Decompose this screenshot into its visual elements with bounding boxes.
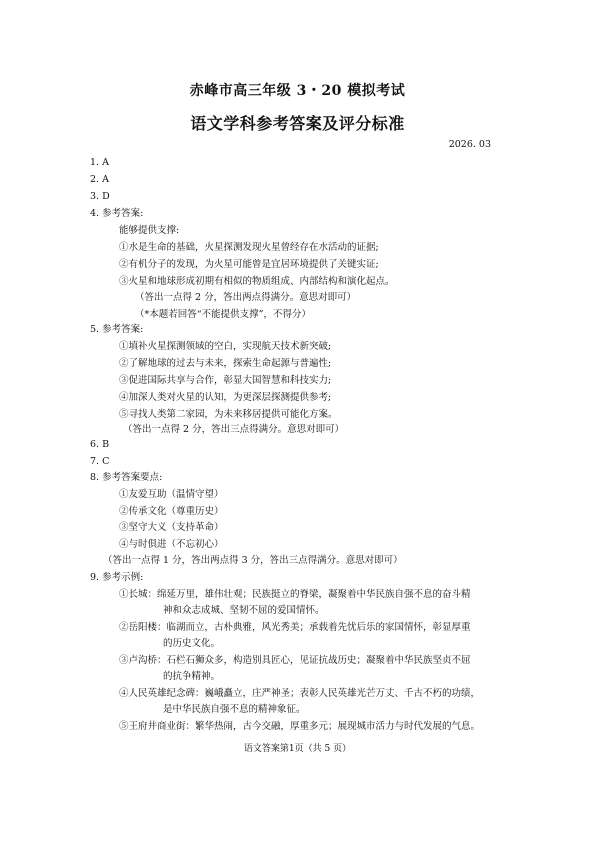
document-title: 语文学科参考答案及评分标准 — [190, 114, 405, 133]
text-line: ②岳阳楼：临湖而立，古朴典雅，风光秀美；承载着先忧后乐的家国情怀，彰显厚重 — [119, 622, 471, 633]
text-line: ④与时俱进（不忘初心） — [119, 539, 224, 550]
exam-title: 赤峰市高三年级 3・20 模拟考试 — [189, 83, 406, 99]
text-line: ①长城：绵延万里，雄伟壮观；民族挺立的脊梁，凝聚着中华民族自强不息的奋斗精 — [119, 589, 471, 600]
date: 2026. 03 — [448, 139, 491, 150]
text-line: 9. 参考示例: — [90, 572, 144, 583]
text-line: 4. 参考答案: — [90, 208, 144, 219]
text-line: ③坚守大义（支持革命） — [119, 522, 224, 533]
text-line: 7. C — [90, 456, 110, 467]
text-line: 8. 参考答案要点: — [90, 472, 163, 483]
text-line: 2. A — [90, 174, 109, 185]
text-line: ④人民英雄纪念碑：巍峨矗立，庄严神圣；表彰人民英雄光芒万丈、千古不朽的功绩， — [119, 688, 481, 699]
text-line: ②了解地球的过去与未来，探索生命起源与普遍性; — [119, 358, 332, 369]
text-line: ③火星和地球形成初期有相似的物质组成、内部结构和演化起点。 — [119, 276, 395, 287]
text-line: ⑤寻找人类第二家园，为未来移居提供可能化方案。 — [119, 409, 338, 420]
text-line: （*本题若回答“不能提供支撑”，不得分） — [135, 309, 311, 320]
text-line: 3. D — [90, 191, 110, 202]
text-line: ④加深人类对火星的认知，为更深层探测提供参考; — [119, 392, 332, 403]
text-line: 的历史文化。 — [163, 638, 221, 649]
text-line: 1. A — [90, 157, 109, 168]
text-line: ②有机分子的发现，为火星可能曾是宜居环境提供了关键实证; — [119, 259, 379, 270]
text-line: 6. B — [90, 439, 110, 450]
text-line: （答出一点得 1 分，答出两点得 3 分，答出三点得满分。意思对即可） — [103, 555, 403, 566]
text-line: ⑤王府井商业街：繁华热闹，古今交融，厚重多元；展现城市活力与时代发展的气息。 — [119, 721, 481, 732]
text-line: 是中华民族自强不息的精神象征。 — [163, 704, 306, 715]
text-line: （答出一点得 2 分，答出两点得满分。意思对即可） — [135, 292, 357, 303]
text-line: ①填补火星探测领域的空白，实现航天技术新突破; — [119, 341, 332, 352]
page-footer: 语文答案第1页（共 5 页） — [243, 744, 352, 754]
text-line: 神和众志成城、坚韧不屈的爱国情怀。 — [163, 605, 325, 616]
text-line: ①水是生命的基础，火星探测发现火星曾经存在水活动的证据; — [119, 242, 379, 253]
text-line: （答出一点得 2 分，答出三点得满分。意思对即可） — [123, 424, 345, 435]
text-line: ③卢沟桥：石栏石狮众多，构造别具匠心，见证抗战历史；凝聚着中华民族坚贞不屈 — [119, 655, 471, 666]
text-line: ①友爱互助（温情守望） — [119, 489, 224, 500]
text-line: ②传承文化（尊重历史） — [119, 506, 224, 517]
text-line: 能够提供支撑: — [119, 225, 180, 236]
text-line: 5. 参考答案: — [90, 324, 144, 335]
text-line: 的抗争精神。 — [163, 671, 221, 682]
text-line: ③促进国际共享与合作，彰显大国智慧和科技实力; — [119, 375, 332, 386]
